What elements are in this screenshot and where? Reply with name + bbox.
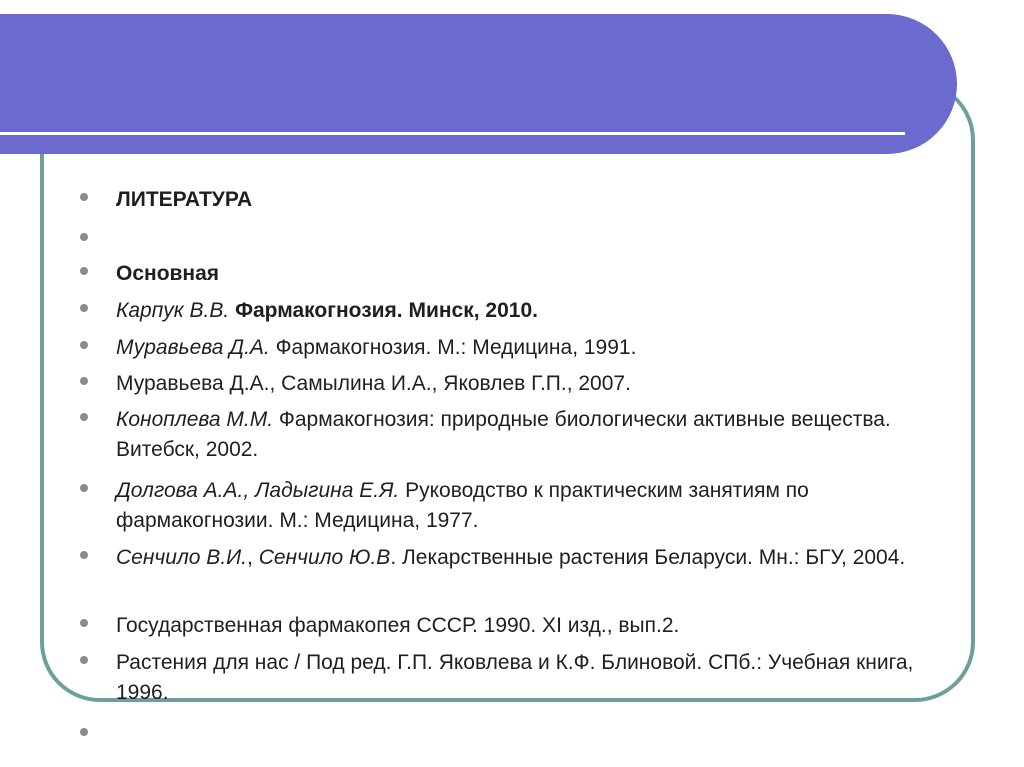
bullet-dot-icon [80, 551, 88, 559]
list-item-empty [80, 720, 950, 736]
reference-title: Муравьева Д.А., Самылина И.А., Яковлев Г.П., 2007. [116, 372, 631, 395]
bullet-dot-icon [80, 341, 88, 349]
list-item [80, 333, 950, 363]
reference-authors: Сенчило В.И. [116, 546, 248, 569]
reference-text [116, 543, 905, 573]
reference-authors: Коноплева М.М. [116, 408, 274, 431]
reference-text [116, 476, 950, 536]
bullet-dot-icon [80, 728, 88, 736]
list-item-subheading [80, 259, 950, 289]
reference-title: Фармакогнозия: природные биологически активные вещества. Витебск, 2002. [116, 408, 891, 461]
reference-text [116, 405, 950, 465]
bullet-dot-icon [80, 377, 88, 385]
bullet-dot-icon [80, 619, 88, 627]
list-item-heading [80, 185, 950, 215]
reference-authors: Долгова А.А., Ладыгина Е.Я. [116, 479, 400, 502]
bullet-dot-icon [80, 304, 88, 312]
reference-authors: Карпук В.В. [116, 299, 230, 322]
reference-separator: , [247, 546, 259, 569]
list-item [80, 405, 950, 465]
bullet-dot-icon [80, 233, 88, 241]
list-item [80, 369, 950, 399]
reference-title: Государственная фармакопея СССР. 1990. XI изд., вып.2. [116, 614, 680, 637]
reference-title: . Лекарственные растения Беларуси. Мн.: БГУ, 2004. [390, 546, 906, 569]
subsection-heading: Основная [116, 262, 220, 285]
reference-title: Растения для нас / Под ред. Г.П. Яковлева и К.Ф. Блиновой. СПб.: Учебная книга, 1996. [116, 651, 914, 704]
bullet-dot-icon [80, 267, 88, 275]
bullet-dot-icon [80, 193, 88, 201]
list-item [80, 543, 950, 573]
reference-text [116, 611, 679, 641]
reference-authors-2: Сенчило Ю.В [258, 546, 391, 569]
reference-title: Руководство к практическим занятиям по фармакогнозии. М.: Медицина, 1977. [116, 479, 809, 532]
list-item [80, 476, 950, 536]
bullet-dot-icon [80, 484, 88, 492]
reference-title: Фармакогнозия. Минск, 2010. [229, 299, 538, 322]
list-item-empty [80, 225, 950, 241]
section-heading: ЛИТЕРАТУРА [116, 188, 253, 211]
reference-text [116, 296, 538, 326]
reference-title: Фармакогнозия. М.: Медицина, 1991. [269, 336, 637, 359]
list-item [80, 611, 950, 641]
reference-authors: Муравьева Д.А. [116, 336, 270, 359]
list-item [80, 296, 950, 326]
reference-text [116, 369, 631, 399]
bullet-dot-icon [80, 656, 88, 664]
reference-text [116, 333, 636, 363]
list-item [80, 648, 950, 708]
bullet-dot-icon [80, 413, 88, 421]
reference-text [116, 648, 950, 708]
